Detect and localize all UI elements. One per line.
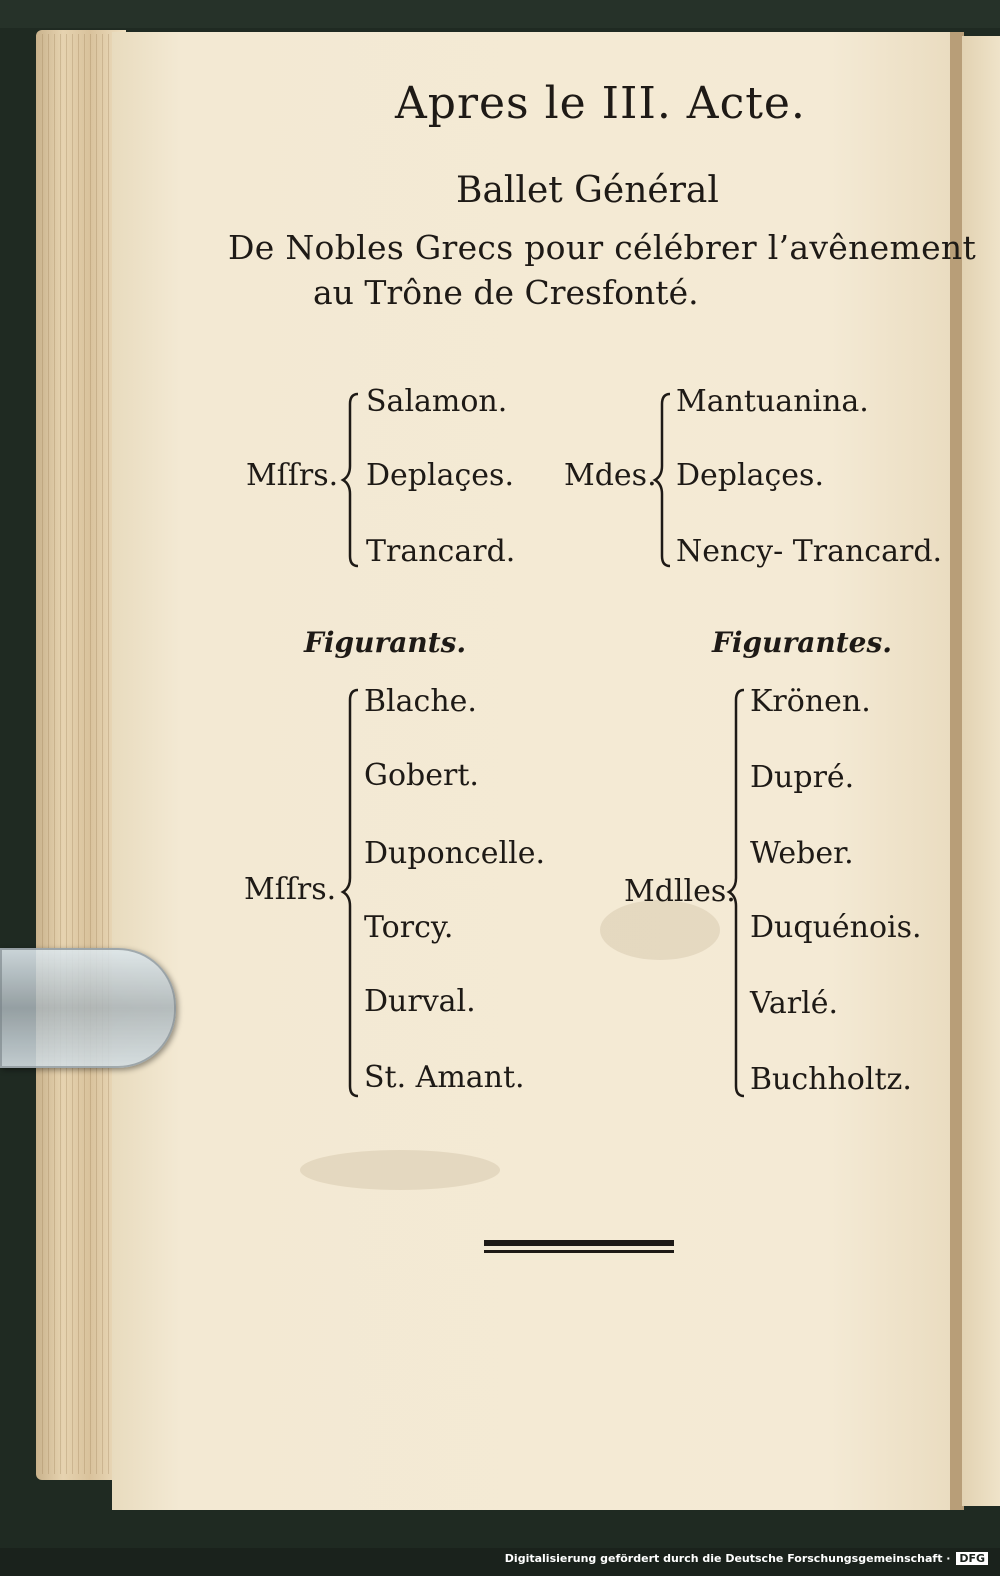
- closing-rule-thick: [484, 1240, 674, 1246]
- principals-men-label: Mſſrs.: [246, 458, 339, 493]
- principal-man-name: Salamon.: [366, 384, 508, 419]
- principals-women-brace: [652, 390, 676, 570]
- page-subtitle: Ballet Général: [456, 170, 719, 211]
- figurant-name: Blache.: [364, 684, 477, 719]
- figurants-brace: [340, 686, 364, 1102]
- figurante-name: Duquénois.: [750, 910, 922, 945]
- principal-man-name: Trancard.: [366, 534, 516, 569]
- figurante-name: Weber.: [750, 836, 854, 871]
- figurant-name: Durval.: [364, 984, 476, 1019]
- paper-stain: [300, 1150, 500, 1190]
- dfg-logo: DFG: [956, 1552, 988, 1565]
- page-title: Apres le III. Acte.: [395, 78, 806, 129]
- figurante-name: Dupré.: [750, 760, 855, 795]
- paper-stain: [600, 900, 720, 960]
- figurants-heading: Figurants.: [304, 626, 467, 659]
- scan-background-top: [0, 0, 1000, 28]
- figurant-name: St. Amant.: [364, 1060, 525, 1095]
- page-edge-lines: [42, 34, 118, 1474]
- principal-man-name: Deplaçes.: [366, 458, 514, 493]
- closing-rule-thin: [484, 1250, 674, 1253]
- figurante-name: Buchholtz.: [750, 1062, 912, 1097]
- principals-men-brace: [340, 390, 364, 570]
- figurant-name: Gobert.: [364, 758, 479, 793]
- description-line-2: au Trône de Cresfonté.: [313, 273, 699, 312]
- principal-woman-name: Mantuanina.: [676, 384, 869, 419]
- figurantes-heading: Figurantes.: [712, 626, 892, 659]
- credit-text: Digitalisierung gefördert durch die Deutsche Forschungsgemeinschaft ·: [504, 1552, 951, 1565]
- digitization-credit: [505, 1552, 988, 1565]
- figurant-name: Torcy.: [364, 910, 454, 945]
- principal-woman-name: Nency- Trancard.: [676, 534, 943, 569]
- principal-woman-name: Deplaçes.: [676, 458, 824, 493]
- page-clip: [0, 948, 176, 1068]
- figurants-label: Mſſrs.: [244, 872, 337, 907]
- figurantes-brace: [726, 686, 750, 1102]
- description-line-1: De Nobles Grecs pour célébrer l’avênement: [228, 228, 977, 267]
- principals-women-label: Mdes.: [564, 458, 657, 493]
- figurante-name: Varlé.: [750, 986, 839, 1021]
- figurantes-label: Mdlles.: [624, 874, 736, 909]
- figurante-name: Krönen.: [750, 684, 871, 719]
- figurant-name: Duponcelle.: [364, 836, 545, 871]
